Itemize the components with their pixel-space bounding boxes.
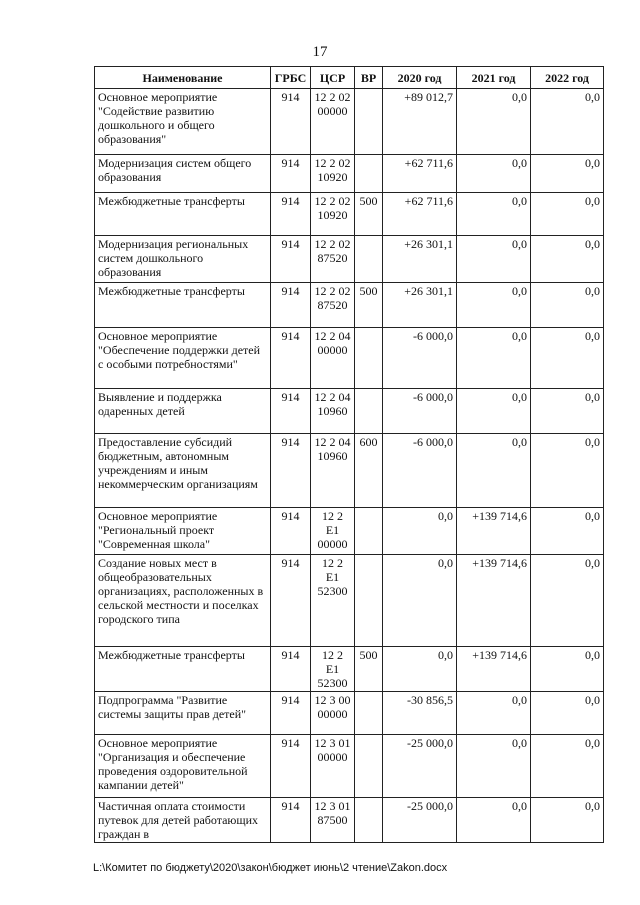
cell-2020: +89 012,7	[383, 89, 457, 155]
cell-vr	[355, 236, 383, 283]
cell-csr: 12 3 01 00000	[311, 735, 355, 798]
cell-2022: 0,0	[531, 555, 604, 647]
cell-2020: -6 000,0	[383, 389, 457, 434]
cell-vr: 500	[355, 283, 383, 328]
cell-2022: 0,0	[531, 434, 604, 508]
cell-csr: 12 2 02 10920	[311, 155, 355, 193]
header-2020: 2020 год	[383, 67, 457, 89]
cell-2021: 0,0	[457, 798, 531, 843]
cell-name: Основное мероприятие "Организация и обеспечение проведения оздоровительной кампании детей"	[95, 735, 271, 798]
cell-2021: 0,0	[457, 236, 531, 283]
table-row	[95, 692, 604, 735]
cell-csr: 12 2 02 00000	[311, 89, 355, 155]
table-row	[95, 508, 604, 555]
cell-2022: 0,0	[531, 89, 604, 155]
cell-vr	[355, 155, 383, 193]
cell-name: Частичная оплата стоимости путевок для детей работающих граждан в	[95, 798, 271, 843]
cell-name: Создание новых мест в общеобразовательных организациях, расположенных в сельской местности и поселках городского типа	[95, 555, 271, 647]
cell-vr	[355, 555, 383, 647]
cell-2021: 0,0	[457, 89, 531, 155]
header-2022: 2022 год	[531, 67, 604, 89]
cell-2020: 0,0	[383, 508, 457, 555]
cell-name: Модернизация региональных систем дошкольного образования	[95, 236, 271, 283]
cell-grbs: 914	[271, 647, 311, 692]
cell-2021: 0,0	[457, 155, 531, 193]
cell-2021: 0,0	[457, 283, 531, 328]
page-number: 17	[312, 44, 328, 60]
table-row	[95, 798, 604, 843]
cell-grbs: 914	[271, 328, 311, 389]
header-2021: 2021 год	[457, 67, 531, 89]
table-header-row	[95, 67, 604, 89]
cell-grbs: 914	[271, 798, 311, 843]
cell-grbs: 914	[271, 89, 311, 155]
cell-csr: 12 2 E1 00000	[311, 508, 355, 555]
cell-name: Основное мероприятие "Обеспечение поддержки детей с особыми потребностями"	[95, 328, 271, 389]
cell-csr: 12 2 04 00000	[311, 328, 355, 389]
cell-2020: +62 711,6	[383, 155, 457, 193]
cell-2020: +26 301,1	[383, 283, 457, 328]
cell-grbs: 914	[271, 735, 311, 798]
table-row	[95, 236, 604, 283]
table-row	[95, 647, 604, 692]
cell-grbs: 914	[271, 193, 311, 236]
cell-grbs: 914	[271, 389, 311, 434]
table-row	[95, 555, 604, 647]
cell-grbs: 914	[271, 692, 311, 735]
footer-file-path: L:\Комитет по бюджету\2020\закон\бюджет июнь\2 чтение\Zakon.docx	[93, 862, 448, 874]
cell-2022: 0,0	[531, 283, 604, 328]
cell-name: Основное мероприятие "Содействие развитию дошкольного и общего образования"	[95, 89, 271, 155]
cell-2020: -25 000,0	[383, 798, 457, 843]
cell-2020: -30 856,5	[383, 692, 457, 735]
cell-2020: +62 711,6	[383, 193, 457, 236]
cell-vr: 500	[355, 647, 383, 692]
cell-2020: -6 000,0	[383, 328, 457, 389]
cell-2020: 0,0	[383, 555, 457, 647]
table-row	[95, 389, 604, 434]
cell-2022: 0,0	[531, 798, 604, 843]
table-body	[95, 89, 604, 843]
table-row	[95, 328, 604, 389]
cell-vr	[355, 328, 383, 389]
cell-2021: 0,0	[457, 389, 531, 434]
table-row	[95, 193, 604, 236]
cell-name: Подпрограмма "Развитие системы защиты прав детей"	[95, 692, 271, 735]
cell-grbs: 914	[271, 155, 311, 193]
cell-2022: 0,0	[531, 155, 604, 193]
table-row	[95, 434, 604, 508]
cell-name: Модернизация систем общего образования	[95, 155, 271, 193]
cell-csr: 12 2 E1 52300	[311, 647, 355, 692]
cell-2022: 0,0	[531, 236, 604, 283]
cell-2021: 0,0	[457, 735, 531, 798]
cell-csr: 12 2 04 10960	[311, 434, 355, 508]
cell-grbs: 914	[271, 434, 311, 508]
cell-csr: 12 2 04 10960	[311, 389, 355, 434]
cell-2021: 0,0	[457, 692, 531, 735]
cell-grbs: 914	[271, 236, 311, 283]
cell-2020: 0,0	[383, 647, 457, 692]
cell-vr	[355, 735, 383, 798]
cell-csr: 12 2 02 87520	[311, 283, 355, 328]
table-row	[95, 89, 604, 155]
cell-2021: +139 714,6	[457, 508, 531, 555]
header-vr: ВР	[355, 67, 383, 89]
header-grbs: ГРБС	[271, 67, 311, 89]
cell-name: Межбюджетные трансферты	[95, 283, 271, 328]
cell-vr: 500	[355, 193, 383, 236]
cell-2021: +139 714,6	[457, 555, 531, 647]
cell-name: Основное мероприятие "Региональный проект "Современная школа"	[95, 508, 271, 555]
cell-2022: 0,0	[531, 735, 604, 798]
cell-name: Выявление и поддержка одаренных детей	[95, 389, 271, 434]
cell-vr	[355, 89, 383, 155]
cell-2021: 0,0	[457, 193, 531, 236]
budget-table	[94, 66, 604, 843]
cell-2022: 0,0	[531, 692, 604, 735]
cell-2022: 0,0	[531, 328, 604, 389]
cell-2020: -6 000,0	[383, 434, 457, 508]
cell-grbs: 914	[271, 555, 311, 647]
cell-2021: +139 714,6	[457, 647, 531, 692]
cell-2022: 0,0	[531, 647, 604, 692]
cell-vr	[355, 389, 383, 434]
table-row	[95, 155, 604, 193]
cell-csr: 12 2 02 87520	[311, 236, 355, 283]
cell-csr: 12 2 02 10920	[311, 193, 355, 236]
cell-csr: 12 3 00 00000	[311, 692, 355, 735]
cell-name: Межбюджетные трансферты	[95, 647, 271, 692]
cell-grbs: 914	[271, 283, 311, 328]
cell-csr: 12 2 E1 52300	[311, 555, 355, 647]
header-csr: ЦСР	[311, 67, 355, 89]
cell-2022: 0,0	[531, 508, 604, 555]
header-name: Наименование	[95, 67, 271, 89]
cell-2022: 0,0	[531, 389, 604, 434]
cell-grbs: 914	[271, 508, 311, 555]
cell-2021: 0,0	[457, 434, 531, 508]
cell-vr: 600	[355, 434, 383, 508]
cell-2022: 0,0	[531, 193, 604, 236]
cell-name: Межбюджетные трансферты	[95, 193, 271, 236]
cell-vr	[355, 798, 383, 843]
cell-2021: 0,0	[457, 328, 531, 389]
cell-csr: 12 3 01 87500	[311, 798, 355, 843]
cell-name: Предоставление субсидий бюджетным, автономным учреждениям и иным некоммерческим организациям	[95, 434, 271, 508]
cell-2020: +26 301,1	[383, 236, 457, 283]
table-row	[95, 283, 604, 328]
cell-2020: -25 000,0	[383, 735, 457, 798]
cell-vr	[355, 508, 383, 555]
cell-vr	[355, 692, 383, 735]
table-row	[95, 735, 604, 798]
